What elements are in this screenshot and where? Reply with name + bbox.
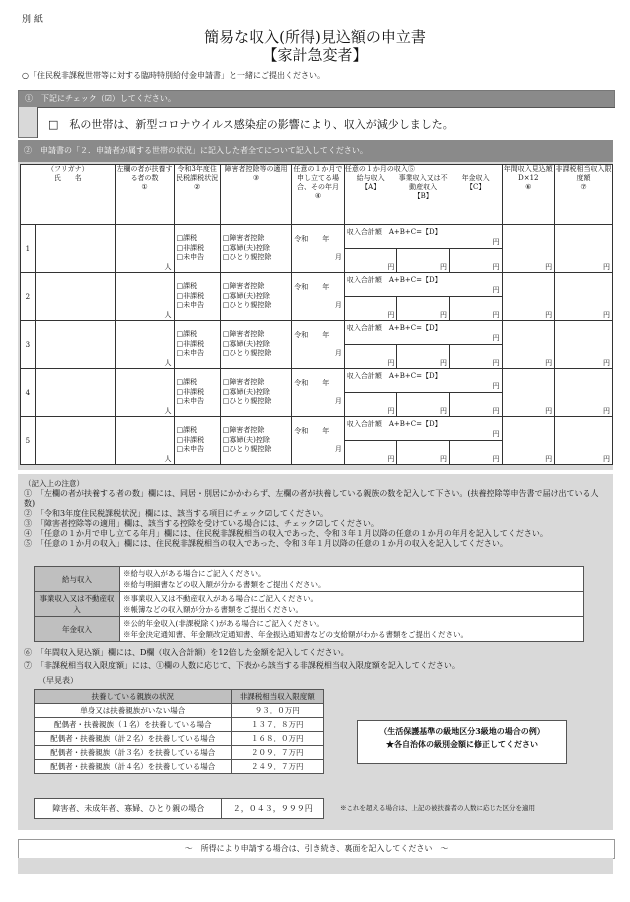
total-income-input[interactable]: 収入合計額 A+B+C=【D】 円 — [344, 321, 502, 345]
header-tax-status: 令和3年度住民税課税状況 ② — [174, 165, 220, 225]
tax-status-checkboxes[interactable]: □課税 □非課税 □未申告 — [174, 321, 220, 369]
table-row: 事業収入又は不動産収入 ※事業収入又は不動産収入がある場合にご記入ください。 ※帳簿などの収入額が分かる書類をご提出ください。 — [35, 592, 584, 617]
table-row — [21, 225, 613, 249]
intro-note: ○「住民税非課税世帯等に対する臨時特別給付金申請書」と一緒にご提出ください。 — [22, 71, 325, 80]
annual-input[interactable]: 円 — [502, 417, 555, 465]
header-business: 事業収入又は不動産収入 【B】 — [398, 174, 448, 201]
name-input[interactable] — [35, 417, 115, 465]
month-input[interactable]: 令和 年 月 — [292, 369, 345, 417]
pension-input[interactable]: 円 — [449, 249, 502, 273]
pension-input[interactable]: 円 — [449, 345, 502, 369]
salary-input[interactable]: 円 — [344, 345, 397, 369]
deduction-checkboxes[interactable]: □障害者控除 □寡婦(夫)控除 □ひとり親控除 — [220, 417, 292, 465]
notes-heading: （記入上の注意） — [24, 479, 84, 488]
header-annual: 年間収入見込額 D×12 ⑥ — [502, 165, 555, 225]
tax-status-checkboxes[interactable]: □課税 □非課税 □未申告 — [174, 369, 220, 417]
table-row: 単身又は扶養親族がいない場合 ９３．０万円 — [35, 704, 324, 718]
header-deduction: 障害者控除等の適用 ③ — [220, 165, 292, 225]
header-month: 任意の１か月で申し立てる場合、その年月 ④ — [292, 165, 345, 225]
total-income-input[interactable]: 収入合計額 A+B+C=【D】 円 — [344, 369, 502, 393]
row-number: 5 — [21, 417, 36, 465]
tax-status-checkboxes[interactable]: □課税 □非課税 □未申告 — [174, 417, 220, 465]
threshold-input[interactable]: 円 — [555, 369, 613, 417]
quick-reference-table — [34, 689, 324, 774]
threshold-input[interactable]: 円 — [555, 225, 613, 273]
header-pension: 年金収入 【C】 — [461, 174, 490, 192]
row-number: 3 — [21, 321, 36, 369]
deduction-checkboxes[interactable]: □障害者控除 □寡婦(夫)控除 □ひとり親控除 — [220, 321, 292, 369]
section1-checkbox-area[interactable] — [37, 107, 615, 138]
month-input[interactable]: 令和 年 月 — [292, 417, 345, 465]
name-input[interactable] — [35, 273, 115, 321]
footer-note: ～ 所得により申請する場合は、引き続き、裏面を記入してください ～ — [18, 839, 615, 859]
note-item-7: ⑦ 「非課税相当収入限度額」には、①欄の人数に応じて、下表から該当する非課税相当収入限度額を記入してください。 — [24, 661, 460, 670]
threshold-input[interactable]: 円 — [555, 273, 613, 321]
table-row — [21, 273, 613, 297]
annual-input[interactable]: 円 — [502, 273, 555, 321]
municipal-notice-box: （生活保護基準の級地区分3級地の場合の例） ★各自治体の級別金額に修正してください — [357, 720, 567, 764]
total-income-input[interactable]: 収入合計額 A+B+C=【D】 円 — [344, 225, 502, 249]
table-header-row: 扶養している親族の状況 非課税相当収入限度額 — [35, 690, 324, 704]
deduction-checkboxes[interactable]: □障害者控除 □寡婦(夫)控除 □ひとり親控除 — [220, 273, 292, 321]
salary-input[interactable]: 円 — [344, 393, 397, 417]
header-threshold: 非課税相当収入限度額 ⑦ — [555, 165, 613, 225]
name-input[interactable] — [35, 369, 115, 417]
business-input[interactable]: 円 — [397, 297, 450, 321]
quick-table-label: （早見表） — [38, 676, 78, 685]
header-name: （フリガナ） 氏 名 — [21, 165, 116, 225]
special-case-table — [34, 798, 324, 819]
dependents-input[interactable]: 人 — [115, 321, 174, 369]
salary-input[interactable]: 円 — [344, 441, 397, 465]
business-input[interactable]: 円 — [397, 249, 450, 273]
income-decrease-checkbox[interactable]: □ 私の世帯は、新型コロナウイルス感染症の影響により、収入が減少しました。 — [48, 118, 454, 131]
footnote: ※これを超える場合は、上記の被扶養者の人数に応じた区分を適用 — [340, 804, 535, 812]
table-row — [21, 321, 613, 345]
business-input[interactable]: 円 — [397, 345, 450, 369]
tax-status-checkboxes[interactable]: □課税 □非課税 □未申告 — [174, 225, 220, 273]
threshold-input[interactable]: 円 — [555, 417, 613, 465]
annual-input[interactable]: 円 — [502, 369, 555, 417]
business-input[interactable]: 円 — [397, 393, 450, 417]
deduction-checkboxes[interactable]: □障害者控除 □寡婦(夫)控除 □ひとり親控除 — [220, 369, 292, 417]
table-row: 配偶者・扶養親族（計２名）を扶養している場合 １６８．０万円 — [35, 732, 324, 746]
household-table — [20, 164, 613, 465]
table-header-row — [21, 165, 613, 225]
table-row: 配偶者・扶養親族（計３名）を扶養している場合 ２０９．７万円 — [35, 746, 324, 760]
section1 — [18, 90, 615, 138]
table-row — [21, 417, 613, 441]
pension-input[interactable]: 円 — [449, 441, 502, 465]
note-item-6: ⑥ 「年間収入見込額」欄には、D欄（収入合計額）を12倍した金額を記入してください。 — [24, 648, 349, 657]
table-row: 年金収入 ※公的年金収入(非課税除く)がある場合にご記入ください。 ※年金決定通知書、年金額改定通知書、年金振込通知書などの支給額がわかる書類をご提出ください。 — [35, 617, 584, 642]
page-title: 簡易な収入(所得)見込額の申立書 — [204, 28, 426, 46]
note-item: ③ 「障害者控除等の適用」欄は、該当する控除を受けている場合には、チェック☑してください。 — [24, 519, 379, 529]
tax-status-checkboxes[interactable]: □課税 □非課税 □未申告 — [174, 273, 220, 321]
threshold-input[interactable]: 円 — [555, 321, 613, 369]
row-number: 2 — [21, 273, 36, 321]
note-item: ⑤ 「任意の１か月の収入」欄には、住民税非課税相当の収入であった、令和３年１月以降の任意の１か月の収入を記入してください。 — [24, 539, 508, 549]
salary-input[interactable]: 円 — [344, 297, 397, 321]
table-row: 配偶者・扶養親族（１名）を扶養している場合 １３７．８万円 — [35, 718, 324, 732]
row-number: 1 — [21, 225, 36, 273]
table-row — [21, 369, 613, 393]
income-label: 給与収入 — [35, 567, 120, 592]
total-income-input[interactable]: 収入合計額 A+B+C=【D】 円 — [344, 273, 502, 297]
header-salary: 給与収入 【A】 — [356, 174, 385, 192]
header-monthly-income: 任意の１か月の収入⑤ 給与収入 【A】 事業収入又は不動産収入 【B】 年金収入 【C】 — [344, 165, 502, 225]
month-input[interactable]: 令和 年 月 — [292, 225, 345, 273]
note-item: ② 「令和3年度住民税課税状況」欄には、該当する項目にチェック☑してください。 — [24, 509, 329, 519]
month-input[interactable]: 令和 年 月 — [292, 273, 345, 321]
note-item: ① 「左欄の者が扶養する者の数」欄には、同居・別居にかかわらず、左欄の者が扶養している親族の数を記入して下さい。(扶養控除等申告書で届け出ている人数) — [24, 489, 599, 509]
name-input[interactable] — [35, 225, 115, 273]
dependents-input[interactable]: 人 — [115, 369, 174, 417]
note-item: ④ 「任意の１か月で申し立てる年月」欄には、住民税非課税相当の収入であった、令和３年１月以降の任意の１か月の年月を記入してください。 — [24, 529, 548, 539]
business-input[interactable]: 円 — [397, 441, 450, 465]
dependents-input[interactable]: 人 — [115, 225, 174, 273]
page-label: 別 紙 — [22, 15, 43, 25]
pension-input[interactable]: 円 — [449, 393, 502, 417]
table-row: 給与収入 ※給与収入がある場合にご記入ください。 ※給与明細書などの収入額が分かる書類をご提出ください。 — [35, 567, 584, 592]
income-label: 年金収入 — [35, 617, 120, 642]
annual-input[interactable]: 円 — [502, 321, 555, 369]
dependents-input[interactable]: 人 — [115, 417, 174, 465]
salary-input[interactable]: 円 — [344, 249, 397, 273]
annual-input[interactable]: 円 — [502, 225, 555, 273]
income-label: 事業収入又は不動産収入 — [35, 592, 120, 617]
name-input[interactable] — [35, 321, 115, 369]
section2-heading: ② 申請書の「２．申請者が属する世帯の状況」に記入した者全てについて記入してください。 — [18, 140, 613, 162]
table-row: 障害者、未成年者、寡婦、ひとり親の場合 ２，０４３，９９９円 — [35, 799, 324, 819]
income-docs-table — [34, 566, 584, 642]
month-input[interactable]: 令和 年 月 — [292, 321, 345, 369]
bottom-band — [18, 858, 613, 874]
table-row: 配偶者・扶養親族（計４名）を扶養している場合 ２４９．７万円 — [35, 760, 324, 774]
total-income-input[interactable]: 収入合計額 A+B+C=【D】 円 — [344, 417, 502, 441]
header-dependents: 左欄の者が扶養する者の数 ① — [115, 165, 174, 225]
pension-input[interactable]: 円 — [449, 297, 502, 321]
dependents-input[interactable]: 人 — [115, 273, 174, 321]
section1-heading: ① 下記にチェック（☑）してください。 — [19, 91, 614, 107]
page-subtitle: 【家計急変者】 — [262, 46, 368, 64]
row-number: 4 — [21, 369, 36, 417]
deduction-checkboxes[interactable]: □障害者控除 □寡婦(夫)控除 □ひとり親控除 — [220, 225, 292, 273]
